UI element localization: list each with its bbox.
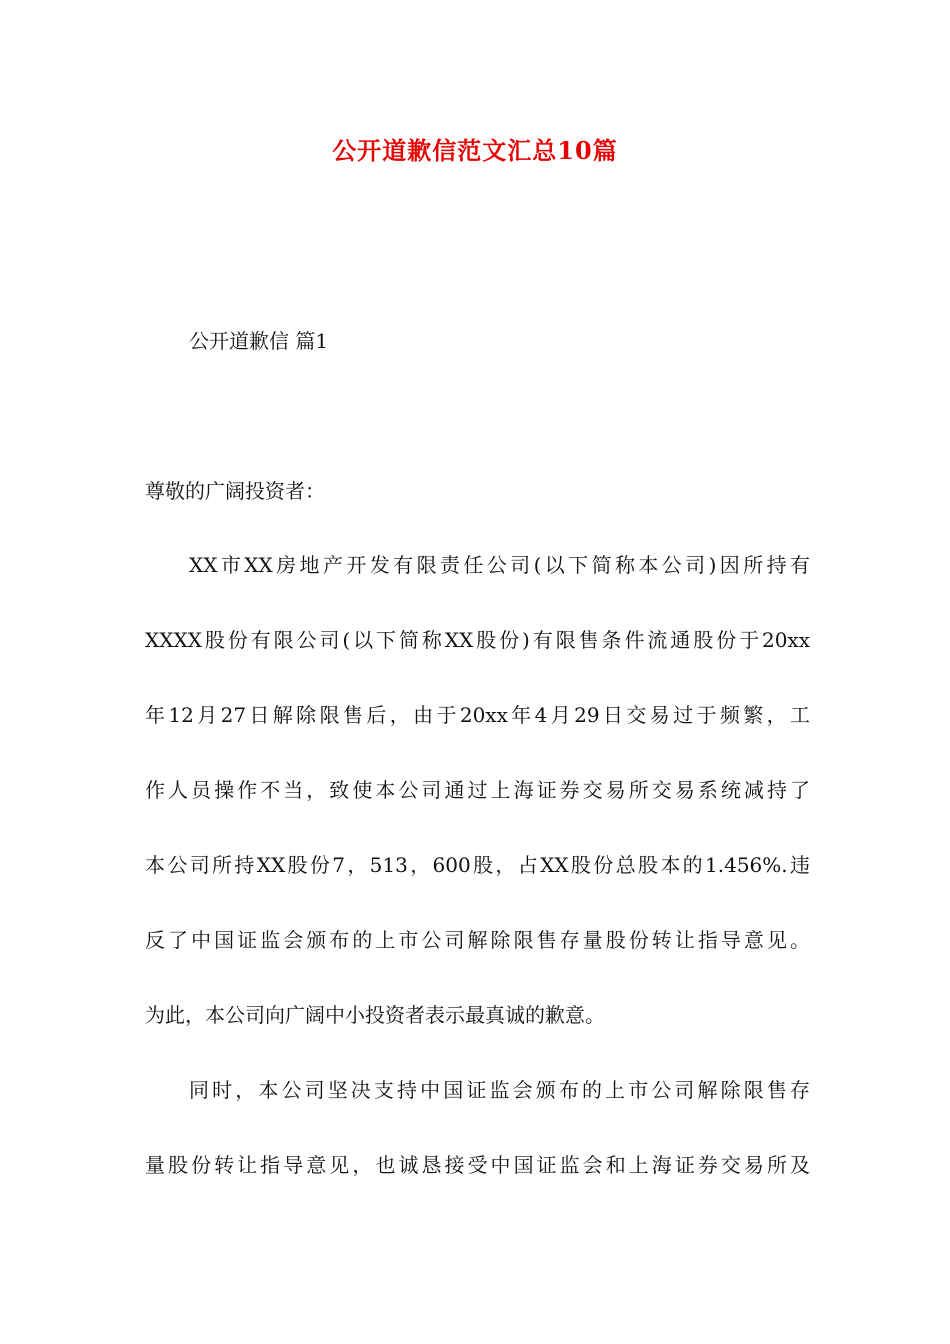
paragraph-line: 同时，本公司坚决支持中国证监会颁布的上市公司解除限售存 — [189, 1078, 810, 1102]
paragraph-line: XXXX股份有限公司(以下简称XX股份)有限售条件流通股份于20xx — [145, 628, 810, 652]
paragraph-line: 反了中国证监会颁布的上市公司解除限售存量股份转让指导意见。 — [145, 928, 810, 952]
document-title: 公开道歉信范文汇总10篇 — [332, 136, 618, 165]
paragraph-line: 年12月27日解除限售后，由于20xx年4月29日交易过于频繁，工 — [145, 703, 810, 727]
section-heading: 公开道歉信 篇1 — [189, 329, 329, 353]
paragraph-line: 作人员操作不当，致使本公司通过上海证券交易所交易系统减持了 — [145, 778, 810, 802]
salutation: 尊敬的广阔投资者： — [145, 479, 325, 503]
paragraph-line: 量股份转让指导意见，也诚恳接受中国证监会和上海证券交易所及 — [145, 1153, 810, 1177]
paragraph-line: XX市XX房地产开发有限责任公司(以下简称本公司)因所持有 — [189, 553, 810, 577]
paragraph-line: 为此，本公司向广阔中小投资者表示最真诚的歉意。 — [145, 1003, 605, 1027]
paragraph-line: 本公司所持XX股份7，513，600股，占XX股份总股本的1.456%.违 — [145, 853, 810, 877]
